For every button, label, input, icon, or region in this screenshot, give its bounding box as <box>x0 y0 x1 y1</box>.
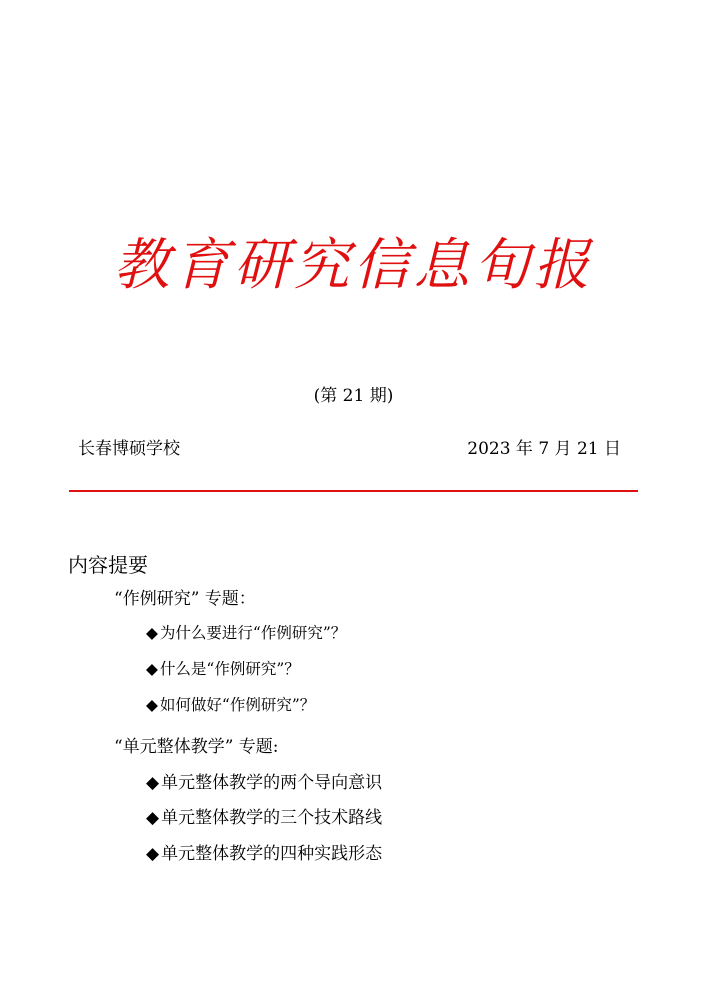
list-item-text: 什么是“作例研究”？ <box>159 660 300 678</box>
diamond-bullet-icon: ◆ <box>146 660 158 678</box>
toc-heading: 内容提要 <box>68 553 148 577</box>
publish-date: 2023 年 7 月 21 日 <box>467 439 621 459</box>
list-item <box>146 842 382 866</box>
topic-title: “单元整体教学” 专题: <box>114 737 279 757</box>
red-divider <box>69 490 638 492</box>
masthead-title: 教育研究信息旬报 <box>113 233 594 298</box>
issue-number: (第 21 期) <box>313 386 394 406</box>
topic-title: “作例研究” 专题： <box>114 589 256 609</box>
list-item <box>146 771 382 795</box>
diamond-bullet-icon: ◆ <box>146 808 160 828</box>
school-name: 长春博硕学校 <box>78 439 180 459</box>
list-item-text: 单元整体教学的三个技术路线 <box>161 808 383 828</box>
diamond-bullet-icon: ◆ <box>146 844 160 864</box>
list-item <box>146 658 300 680</box>
list-item <box>146 694 315 716</box>
list-item <box>146 622 346 644</box>
list-item-text: 单元整体教学的四种实践形态 <box>161 844 383 864</box>
diamond-bullet-icon: ◆ <box>146 624 158 642</box>
list-item-text: 如何做好“作例研究”？ <box>159 696 316 714</box>
list-item-text: 为什么要进行“作例研究”？ <box>159 624 347 642</box>
diamond-bullet-icon: ◆ <box>146 696 158 714</box>
diamond-bullet-icon: ◆ <box>146 773 160 793</box>
list-item <box>146 806 382 830</box>
list-item-text: 单元整体教学的两个导向意识 <box>161 773 383 793</box>
